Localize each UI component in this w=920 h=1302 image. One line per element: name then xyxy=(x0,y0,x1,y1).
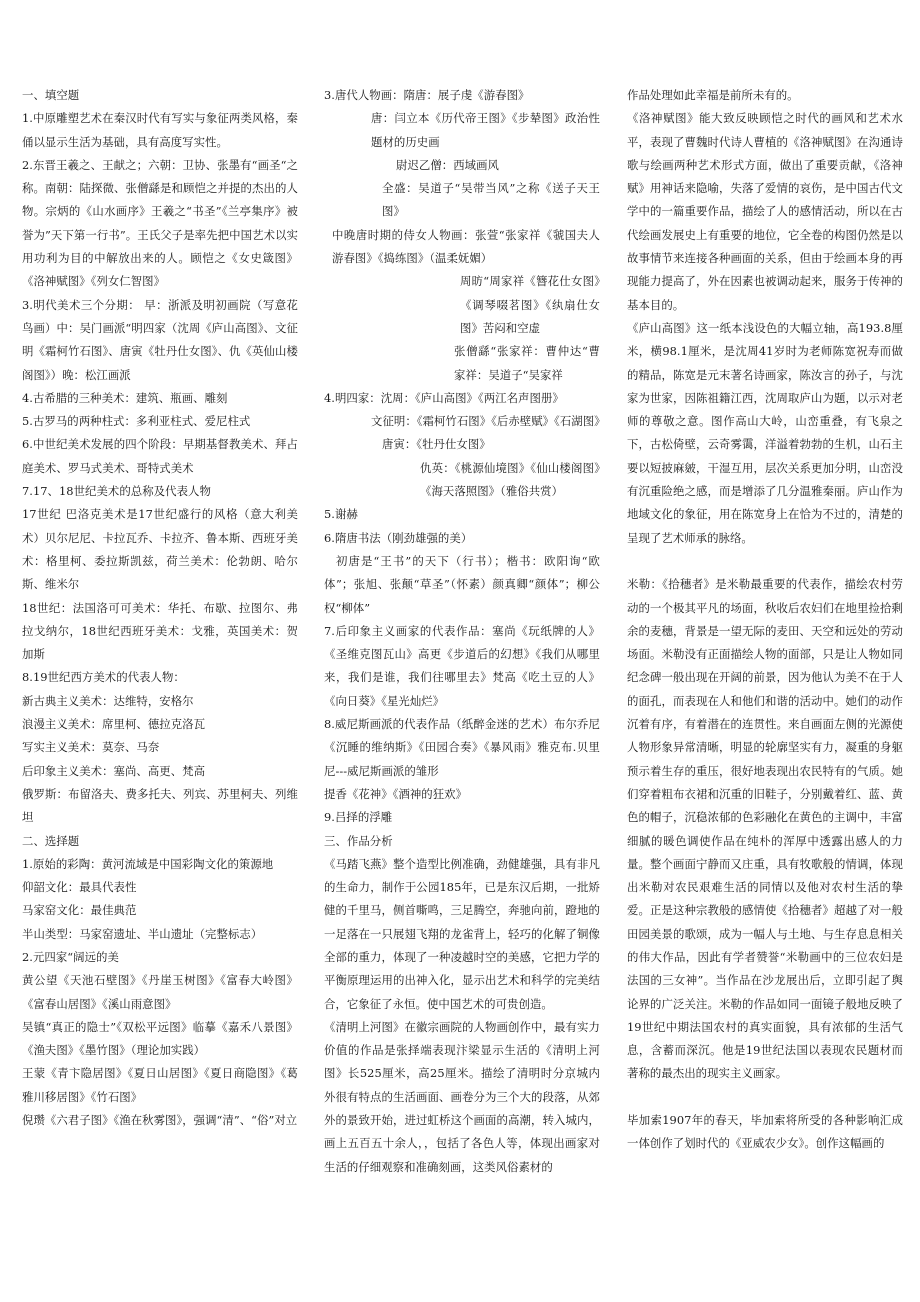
paragraph-gap xyxy=(627,1086,903,1109)
paragraph: 2.元四家“阔远的美 xyxy=(22,949,119,964)
paragraph: 9.吕择的浮雕 xyxy=(324,810,393,825)
paragraph: 1.原始的彩陶：黄河流域是中国彩陶文化的策源地 xyxy=(22,856,274,871)
paragraph: 8.威尼斯画派的代表作品（纸醉金迷的艺术）布尔乔尼《沉睡的维纳斯》《田园合奏》《暴风雨》雅克布.贝里尼---威尼斯画派的雏形 xyxy=(324,717,600,778)
paragraph-gap xyxy=(627,550,903,573)
list-item: 后印象主义美术：塞尚、高更、梵高 xyxy=(22,763,206,778)
paragraph: 中晚唐时期的侍女人物画：张萱“张家祥《虢国夫人游春图》《捣练图》（温柔妩媚） xyxy=(332,227,600,266)
paragraph: 1.中原雕塑艺术在秦汉时代有写实与象征两类风格，秦俑以显示生活为基础，具有高度写实性。 xyxy=(22,111,298,149)
paragraph: 初唐是“王书”的天下（行书）；楷书：欧阳询“欧体”；张旭、张颠“草圣”（怀素）颜真卿“颜体”；柳公权“柳体” xyxy=(324,553,600,615)
paragraph: 张僧繇“张家祥：曹仲达“曹家祥：吴道子“吴家祥 xyxy=(454,344,600,382)
paragraph: 倪瓒《六君子图》《渔在秋雾图》，强调“清”、“俗”对立 xyxy=(22,1113,298,1128)
paragraph: 仇英：《桃源仙境图》《仙山楼阁图》《海天落照图》（雅俗共赏） xyxy=(420,460,600,499)
paragraph: 王蒙《青卞隐居图》《夏日山居图》《夏日商隐图》《葛雅川移居图》《竹石图》 xyxy=(22,1066,298,1104)
section-heading-choice: 二、选择题 xyxy=(22,833,80,848)
paragraph: 3.唐代人物画：隋唐：展子虔《游春图》 xyxy=(324,88,530,102)
paragraph: 18世纪：法国洛可可美术：华托、布歇、拉图尔、弗拉戈纳尔，18世纪西班牙美术：戈雅，英国美术：贺加斯 xyxy=(22,600,298,662)
paragraph: 4.明四家：沈周：《庐山高图》《两江名声图册》 xyxy=(324,390,564,405)
section-heading-analysis: 三、作品分析 xyxy=(324,833,393,848)
paragraph: 8.19世纪西方美术的代表人物： xyxy=(22,670,185,685)
section-heading-fill-in: 一、填空题 xyxy=(22,88,80,102)
paragraph: 《马踏飞燕》整个造型比例准确，劲健雄强，具有非凡的生命力，制作于公园185年，已是东汉后期，一批矫健的千里马，侧首嘶鸣，三足腾空，奔驰向前，蹬地的一足落在一只展翅飞翔的龙雀背上，轻巧的化解了铜像全部的重力，体现了一种凌越时空的美感，它把力学的平衡原理运用的出神入化，显示出艺术和科学的完美结合，它象征了永恒。使中国艺术的可贵创造。 xyxy=(324,856,600,1011)
column-middle xyxy=(324,84,606,1179)
paragraph: 7.17、18世纪美术的总称及代表人物 xyxy=(22,484,211,499)
paragraph: 6.中世纪美术发展的四个阶段：早期基督教美术、拜占庭美术、罗马式美术、哥特式美术 xyxy=(22,437,298,475)
list-item: 半山类型：马家窑遗址、半山遗址（完整标志） xyxy=(22,926,263,941)
paragraph: 文征明：《霜柯竹石图》《后赤壁赋》《石湖图》 xyxy=(371,414,606,429)
paragraph: 全盛：吴道子“吴带当风”之称《送子天王图》 xyxy=(382,181,600,219)
paragraph: 5.古罗马的两种柱式：多利亚柱式、爱尼柱式 xyxy=(22,414,251,429)
paragraph: 米勒：《拾穗者》是米勒最重要的代表作，描绘农村劳动的一个极其平凡的场面，秋收后农妇们在地里捡拾剩余的麦穗，背景是一望无际的麦田、天空和远处的劳动场面。米勒没有正面描绘人物的面部，只是让人物如同纪念碑一般出现在开阔的前景，因为他认为美不在于人的面孔，而表现在人和他们和谐的活动中。她们的动作沉着有序，有着潜在的连贯性。来自画面左侧的光源使人物形象异常清晰，明显的轮廓坚实有力，凝重的身躯预示着生存的重压，很好地表现出农民特有的气质。她们穿着粗布衣裙和沉重的旧鞋子，分别戴着红、蓝、黄色的帽子，沉稳浓郁的色彩融化在黄色的主调中，丰富细腻的暖色调使作品在纯朴的浑厚中透露出感人的力量。整个画面宁静而又庄重，具有牧歌般的情调，体现出米勒对农民艰难生活的同情以及他对农村生活的挚爱。正是这种宗教般的感情使《拾穗者》超越了对一般田园美景的歌颂，成为一幅人与土地、与生存息息相关的伟大作品，因此有学者赞誉“米勒画中的三位农妇是法国的三女神”。当作品在沙龙展出后，立即引起了舆论界的广泛关注。米勒的作品如同一面镜子般地反映了19世纪中期法国农村的真实面貌，具有浓郁的生活气息，含蓄而深沉。他是19世纪法国以表现农民题材而著称的最杰出的现实主义画家。 xyxy=(627,577,903,1081)
paragraph: 吴镇“真正的隐士”《双松平远图》临摹《嘉禾八景图》《渔夫图》《墨竹图》（理论加实践） xyxy=(22,1019,298,1058)
paragraph: 《清明上河图》在徽宗画院的人物画创作中，最有实力价值的作品是张择端表现汴梁显示生活的《清明上河图》长525厘米，高25厘米。描绘了清明时分京城内外很有特点的生活画面、画卷分为三个大的段落，从郊外的景致开始，进过虹桥这个画面的高潮，转入城内，画上五百五十余人，，包括了各色人等，体现出画家对生活的仔细观察和准确刻画，这类风俗素材的 xyxy=(324,1019,600,1174)
paragraph: 2.东晋王羲之、王献之；六朝：卫协、张墨有“画圣“之称。南朝：陆探微、张僧繇是和顾恺之并提的杰出的人物。宗炳的《山水画序》王羲之“书圣”《兰亭集序》被誉为”天下第一行书”。王氏父子是率先把中国艺术以实用功利为目的中解放出来的人。顾恺之《女史箴图》《洛神赋图》《列女仁智图》 xyxy=(22,157,298,289)
column-right xyxy=(627,84,903,1156)
paragraph: 毕加索1907年的春天，毕加索将所受的各种影响汇成一体创作了划时代的《亚威农少女》。创作这幅画的 xyxy=(627,1113,903,1151)
paragraph: 7.后印象主义画家的代表作品：塞尚《玩纸牌的人》《圣维克图瓦山》高更《步道后的幻想》《我们从哪里来，我们是谁，我们往哪里去》梵高《吃土豆的人》《向日葵》《星光灿烂》 xyxy=(324,623,600,708)
paragraph: 唐寅：《牡丹仕女图》 xyxy=(382,437,491,452)
paragraph: 周昉“周家祥《簪花仕女图》《调琴啜茗图》《纨扇仕女图》苦闷和空虚 xyxy=(460,274,600,335)
column-left xyxy=(22,84,298,1132)
list-item: 仰韶文化：最具代表性 xyxy=(22,880,137,895)
paragraph: 《庐山高图》这一纸本浅设色的大幅立轴，高193.8厘米，横98.1厘米，是沈周41岁时为老师陈宽祝寿而做的精品，陈宽是元末著名诗画家，陈汝言的孙子，与沈家为世家，因陈祖籍江西，沈周取庐山为题，以示对老师的尊敬之意。图作高山大岭，山峦重叠，有飞泉之下，古松倚壁，云奇雾霭，洋溢着勃勃的生机，山石主要以短披麻皴，干湿互用，层次关系更加分明，山峦没有沉重险绝之感，而是增添了几分温雅秦丽。庐山作为地域文化的象征，用在陈宽身上在恰为不过的，清楚的呈现了艺术师承的脉络。 xyxy=(627,320,903,545)
paragraph: 提香《花神》《酒神的狂欢》 xyxy=(324,786,468,801)
paragraph: 黄公望《天池石壁图》《丹崖玉树图》《富春大岭图》《富春山居图》《溪山雨意图》 xyxy=(22,973,298,1011)
list-item: 新古典主义美术：达维特，安格尔 xyxy=(22,693,194,708)
paragraph: 4.古希腊的三种美术：建筑、瓶画、雕刻 xyxy=(22,390,228,405)
list-item: 浪漫主义美术：席里柯、德拉克洛瓦 xyxy=(22,717,206,732)
list-item: 俄罗斯：布留洛夫、费多托夫、列宾、苏里柯夫、列维坦 xyxy=(22,786,298,825)
list-item: 写实主义美术：莫奈、马奈 xyxy=(22,740,160,755)
paragraph: 6.隋唐书法（刚劲雄强的美） xyxy=(324,530,473,545)
list-item: 马家窑文化：最佳典范 xyxy=(22,903,137,918)
paragraph: 尉迟乙僧：西域画风 xyxy=(396,157,499,172)
paragraph: 《洛神赋图》能大致反映顾恺之时代的画风和艺术水平，表现了曹魏时代诗人曹植的《洛神赋图》在沟通诗歌与绘画两种艺术形式方面，做出了重要贡献，《洛神赋》用神话来隐喻，失落了爱情的哀伤，是中国古代文学中的一篇重要作品，描绘了人的感情活动，所以在古代绘画发展史上有重要的地位，它全卷的构图仍然是以故事情节来连接各种画面的关系，但由于绘画本身的再现能力提高了，外在因素也被调动起来，服务于传神的基本目的。 xyxy=(627,111,903,312)
paragraph: 17世纪 巴洛克美术是17世纪盛行的风格（意大利美术）贝尔尼尼、卡拉瓦乔、卡拉齐、鲁本斯、西班牙美术：格里柯、委拉斯凯兹，荷兰美术：伦勃朗、哈尔斯、维米尔 xyxy=(22,507,298,592)
paragraph: 3.明代美术三个分期： 早：浙派及明初画院（写意花鸟画）中：吴门画派“明四家（沈周《庐山高图》、文征明《霜柯竹石图》、唐寅《牡丹仕女图》、仇《英仙山楼阁图》）晚：松江画派 xyxy=(22,297,298,382)
paragraph: 唐：闫立本《历代帝王图》《步辇图》政治性题材的历史画 xyxy=(371,111,600,149)
paragraph: 5.谢赫 xyxy=(324,507,358,522)
paragraph: 作品处理如此幸福是前所未有的。 xyxy=(627,88,799,102)
